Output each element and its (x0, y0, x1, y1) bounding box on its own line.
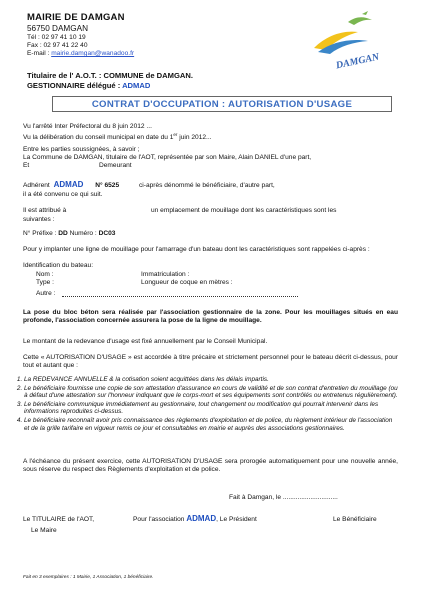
attributed-right: un emplacement de mouillage dont les caractéristiques sont les (151, 207, 337, 214)
mayor-title: MAIRIE DE DAMGAN (27, 12, 125, 23)
manager-line (27, 81, 150, 90)
boat-ident: Identification du bateau: (23, 262, 94, 269)
rule-item: 4. Le bénéficiaire reconnaît avoir pris connaissance des règlements d'exploitation et de police, du règlement intérieur de l'association et de la grille tarifaire en vigueur remis ce jour et consultables en mairie et auprès des associations gestionnaires. (24, 417, 398, 432)
manager-value: ADMAD (122, 81, 151, 90)
demeurant-label: Demeurant (99, 162, 132, 169)
contract-title: CONTRAT D'OCCUPATION : AUTORISATION D'USAGE (91, 98, 353, 110)
prefix-value: DD (58, 230, 68, 237)
parties-intro: Entre les parties soussignées, à savoir ; (23, 146, 140, 153)
rules-list (10, 376, 398, 432)
boat-other-dotted-line (62, 296, 298, 297)
rule-item: 2. Le bénéficiaire fournisse une copie de son attestation d'assurance en cours de validité et de son contrat d'entretien du mouillage (ou à défaut d'une attestation sur l'honneur indiquant que le corps-mort et ses équipements sont contrôlés ou entretenus régulièrement). (24, 385, 398, 400)
phone-number: Tél : 02 97 41 10 19 (27, 34, 86, 41)
bird-wing (362, 11, 368, 15)
boat-type-label: Type : (36, 279, 54, 286)
decree-line: Vu l'arrêté Inter Préfectoral du 8 juin 2012 ... (23, 123, 152, 130)
installation-notice: La pose du bloc béton sera réalisée par l'association gestionnaire de la zone. Pour les mouillages situés en eau profonde, l'association concernée assurera la pose de la ligne de mouillage. (23, 309, 398, 325)
agreed-line: il a été convenu ce qui suit. (23, 191, 103, 198)
deliberation-text: Vu la délibération du conseil municipal en date du 1 (23, 134, 174, 142)
assoc-org: ADMAD (186, 514, 217, 523)
rule-item: 1. La REDEVANCE ANNUELLE & la cotisation soient acquittées dans les délais impartis. (24, 376, 398, 384)
rule-item: 3. Le bénéficiaire communique immédiatement au gestionnaire, tout changement ou modification qui pourrait intervenir dans les informations reproduites ci-dessus. (24, 401, 398, 416)
association-signature (133, 515, 257, 524)
adherent-rest: ci-après dénommé le bénéficiaire, d'autre part, (138, 182, 275, 189)
rules-list-container (10, 376, 398, 433)
boat-immat-label: Immatriculation : (141, 271, 190, 278)
fee-line: Le montant de la redevance d'usage est fixé annuellement par le Conseil Municipal. (23, 338, 268, 345)
et-label: Et (23, 162, 30, 169)
attributed-left: Il est attribué à (23, 207, 67, 214)
copies-footer: Fait en 3 exemplaires : 1 Mairie, 1 Association, 1 bénéficiaire. (23, 575, 154, 580)
bird-shape (348, 17, 372, 25)
logo-text: DAMGAN (335, 51, 381, 72)
mayor-header (27, 12, 134, 58)
assoc-suffix: , Le Président (216, 516, 257, 523)
renewal-paragraph: A l'échéance du présent exercice, cette AUTORISATION D'USAGE sera prorogée automatiquement pour une nouvelle année, sous réserve du respect des Règlements d'exploitation et de police. (23, 458, 398, 474)
authorization-line: Cette « AUTORISATION D'USAGE » est accordée à titre précaire et strictement personnel pour le bateau décrit ci-dessus, pour tout et autant que : (23, 354, 398, 369)
email-label: E-mail : (27, 50, 52, 57)
holder-label: Titulaire de l' A.O.T. : (27, 71, 104, 80)
parties-line: La Commune de DAMGAN, titulaire de l'AOT, représentée par son Maire, Alain DANIEL d'une part, (23, 154, 312, 161)
numero-value: DC03 (98, 230, 116, 237)
boat-other-label: Autre : (36, 290, 56, 297)
deliberation-text-end: juin 2012... (177, 134, 212, 142)
damgan-logo (308, 8, 388, 74)
attributed-suivantes: suivantes : (23, 216, 55, 223)
postal-city: 56750 DAMGAN (27, 24, 88, 33)
signature-place-date: Fait à Damgan, le .............................. (229, 494, 338, 501)
boat-length-label: Longueur de coque en mètres : (141, 279, 233, 286)
prefix-label: N° Préfixe : (23, 230, 57, 237)
email-line (27, 50, 134, 58)
logo-graphic (308, 8, 388, 74)
holder-value: COMMUNE de DAMGAN. (103, 71, 193, 80)
numero-label: Numéro : (69, 230, 97, 237)
boat-name-label: Nom : (36, 271, 54, 278)
prefix-line (23, 230, 115, 238)
contract-title-box (52, 96, 392, 112)
deliberation-line (23, 131, 212, 142)
boat-intro: Pour y implanter une ligne de mouillage pour l'amarrage d'un bateau dont les caractéristiques sont rappelées ci-après : (23, 246, 370, 253)
adherent-org: ADMAD (53, 180, 84, 189)
assoc-prefix: Pour l'association (133, 516, 185, 523)
manager-label: GESTIONNAIRE délégué : (27, 81, 123, 90)
adherent-label: Adhérent (23, 182, 50, 189)
adherent-line (23, 181, 275, 190)
holder-line (27, 71, 193, 80)
adherent-number: N° 6525 (95, 182, 120, 189)
email-link[interactable]: mairie.damgan@wanadoo.fr (51, 50, 135, 57)
fax-number: Fax : 02 97 41 22 40 (27, 42, 88, 49)
mayor-signature: Le Maire (31, 527, 57, 534)
deliberation-sup: er (173, 132, 178, 137)
beneficiary-signature: Le Bénéficiaire (333, 516, 377, 523)
aot-holder-signature: Le TITULAIRE de l'AOT, (23, 516, 95, 523)
